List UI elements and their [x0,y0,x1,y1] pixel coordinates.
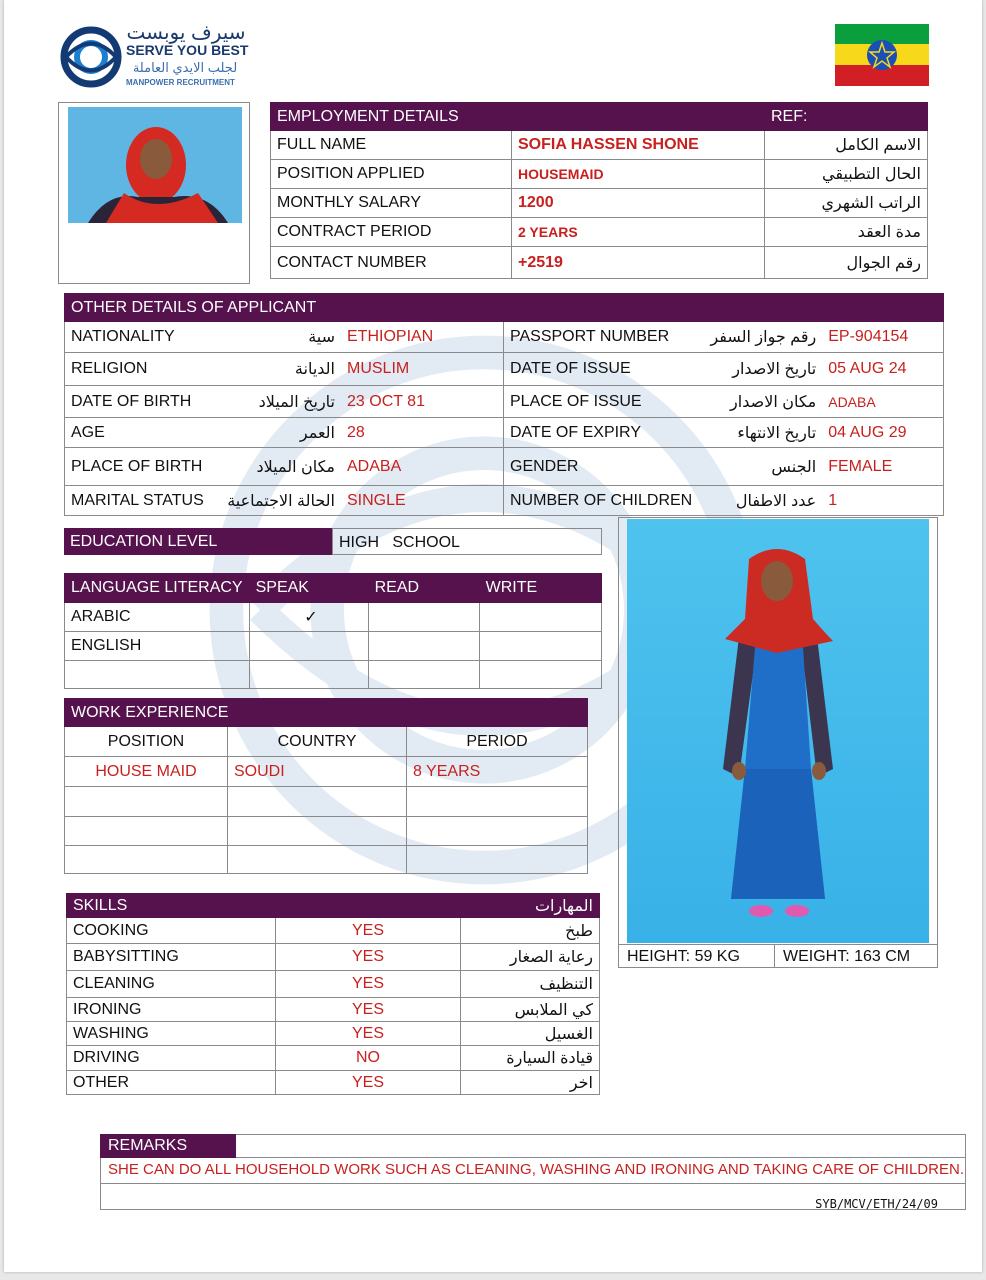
date-of-birth-value: 23 OCT 81 [341,386,504,418]
cv-sheet [4,0,982,1272]
table-row [65,386,944,418]
work-experience-table [64,698,588,874]
skill-cleaning-value: YES [276,971,461,998]
other-details-title: OTHER DETAILS OF APPLICANT [65,294,504,322]
contract-period-arabic: مدة العقد [765,218,928,247]
skill-ironing-arabic: كي الملابس [461,998,600,1022]
remarks-title: REMARKS [100,1134,236,1158]
language-arabic: ARABIC [65,603,250,632]
skill-other-label: OTHER [67,1071,276,1095]
date-of-birth-arabic: تاريخ الميلاد [217,386,341,418]
contact-number-label: CONTACT NUMBER [271,247,512,279]
position-applied-label: POSITION APPLIED [271,160,512,189]
full-name-label: FULL NAME [271,131,512,160]
full-name-arabic: الاسم الكامل [765,131,928,160]
country-header: COUNTRY [228,727,407,757]
company-logo [60,22,250,94]
full-name-value: SOFIA HASSEN SHONE [512,131,765,160]
table-row [65,757,588,787]
empty-speak [249,661,368,689]
arabic-write [479,603,601,632]
work-experience-title: WORK EXPERIENCE [65,699,407,727]
table-row [67,971,600,998]
ethiopia-flag-icon [835,24,929,86]
table-row [65,353,944,386]
skill-driving-label: DRIVING [67,1046,276,1071]
marital-status-arabic: الحالة الاجتماعية [217,486,341,516]
place-of-issue-label: PLACE OF ISSUE [504,386,699,418]
marital-status-value: SINGLE [341,486,504,516]
gender-arabic: الجنس [698,448,822,486]
table-row [67,1022,600,1046]
employment-details-title: EMPLOYMENT DETAILS [271,103,765,131]
passport-number-arabic: رقم جواز السفر [698,322,822,353]
work-period-empty [407,787,588,817]
table-row [65,661,602,689]
skill-cleaning-label: CLEANING [67,971,276,998]
skill-ironing-label: IRONING [67,998,276,1022]
skill-cooking-arabic: طبخ [461,918,600,944]
work-country-empty [228,787,407,817]
applicant-portrait-image [68,107,242,223]
skill-other-value: YES [276,1071,461,1095]
table-row [67,998,600,1022]
skill-washing-value: YES [276,1022,461,1046]
english-speak [249,632,368,661]
place-of-birth-value: ADABA [341,448,504,486]
work-period-empty [407,817,588,846]
position-applied-arabic: الحال التطبيقي [765,160,928,189]
date-of-expiry-value: 04 AUG 29 [822,418,943,448]
skill-washing-arabic: الغسيل [461,1022,600,1046]
measurements-row [618,944,938,968]
language-empty [65,661,250,689]
contact-number-arabic: رقم الجوال [765,247,928,279]
logo-english-name: SERVE YOU BEST [126,42,249,58]
applicant-full-body-image [627,519,929,943]
arabic-speak-check-icon: ✓ [249,603,368,632]
age-arabic: العمر [217,418,341,448]
table-row [65,448,944,486]
contract-period-label: CONTRACT PERIOD [271,218,512,247]
language-english: ENGLISH [65,632,250,661]
table-row [65,817,588,846]
age-value: 28 [341,418,504,448]
remarks-text: SHE CAN DO ALL HOUSEHOLD WORK SUCH AS CLEANING, WASHING AND IRONING AND TAKING CARE OF CHILDREN. [108,1161,964,1178]
period-header: PERIOD [407,727,588,757]
position-header: POSITION [65,727,228,757]
table-row [67,918,600,944]
skills-title: SKILLS [67,894,461,918]
logo-english-tagline: MANPOWER RECRUITMENT [126,78,235,87]
skill-cooking-label: COOKING [67,918,276,944]
place-of-birth-arabic: مكان الميلاد [217,448,341,486]
work-period-value: 8 YEARS [407,757,588,787]
logo-arabic-name: سيرف يوبست [126,22,246,44]
english-read [368,632,479,661]
skill-other-arabic: اخر [461,1071,600,1095]
work-position-empty [65,817,228,846]
number-of-children-value: 1 [822,486,943,516]
gender-value: FEMALE [822,448,943,486]
table-row [67,1046,600,1071]
place-of-issue-value: ADABA [822,386,943,418]
work-country-value: SOUDI [228,757,407,787]
monthly-salary-label: MONTHLY SALARY [271,189,512,218]
date-of-issue-arabic: تاريخ الاصدار [698,353,822,386]
work-period-empty [407,846,588,874]
gender-label: GENDER [504,448,699,486]
nationality-label: NATIONALITY [65,322,218,353]
date-of-expiry-label: DATE OF EXPIRY [504,418,699,448]
skill-driving-value: NO [276,1046,461,1071]
language-header: LANGUAGE LITERACY [65,574,250,603]
education-level-value: HIGH SCHOOL [332,528,602,555]
place-of-issue-arabic: مكان الاصدار [698,386,822,418]
passport-number-value: EP-904154 [822,322,943,353]
monthly-salary-value: 1200 [512,189,765,218]
arabic-read [368,603,479,632]
table-row [65,486,944,516]
place-of-birth-label: PLACE OF BIRTH [65,448,218,486]
skill-washing-label: WASHING [67,1022,276,1046]
table-row [65,632,602,661]
table-row [67,944,600,971]
table-row [65,322,944,353]
reference-code: SYB/MCV/ETH/24/09 [815,1197,938,1211]
date-of-issue-label: DATE OF ISSUE [504,353,699,386]
religion-arabic: الديانة [217,353,341,386]
contract-period-value: 2 YEARS [512,218,765,247]
position-applied-value: HOUSEMAID [512,160,765,189]
skill-babysitting-label: BABYSITTING [67,944,276,971]
table-row [65,787,588,817]
education-level-row [64,528,602,555]
monthly-salary-arabic: الراتب الشهري [765,189,928,218]
marital-status-label: MARITAL STATUS [65,486,218,516]
logo-arabic-tagline: لجلب الايدي العاملة [132,60,238,75]
work-country-empty [228,817,407,846]
table-row [65,846,588,874]
logo-knot-icon [60,26,122,88]
remarks-section [100,1134,966,1210]
table-row [65,418,944,448]
english-write [479,632,601,661]
weight-value: WEIGHT: 163 CM [783,948,911,965]
age-label: AGE [65,418,218,448]
skills-table [66,893,600,1095]
education-level-label: EDUCATION LEVEL [64,528,332,555]
skill-cleaning-arabic: التنظيف [461,971,600,998]
work-country-empty [228,846,407,874]
nationality-arabic: سية [217,322,341,353]
height-value: HEIGHT: 59 KG [619,945,775,967]
religion-label: RELIGION [65,353,218,386]
work-position-empty [65,846,228,874]
ref-label: REF: [765,103,928,131]
employment-details-table [270,102,928,279]
empty-write [479,661,601,689]
contact-number-value: +2519 [512,247,765,279]
date-of-issue-value: 05 AUG 24 [822,353,943,386]
work-position-value: HOUSE MAID [65,757,228,787]
skill-ironing-value: YES [276,998,461,1022]
speak-header: SPEAK [249,574,368,603]
table-row [65,727,588,757]
skills-title-arabic: المهارات [461,894,600,918]
full-body-photo-frame [618,517,938,945]
language-literacy-table [64,573,602,689]
religion-value: MUSLIM [341,353,504,386]
other-details-table [64,293,944,516]
read-header: READ [368,574,479,603]
skill-babysitting-value: YES [276,944,461,971]
empty-read [368,661,479,689]
nationality-value: ETHIOPIAN [341,322,504,353]
table-row [65,603,602,632]
skill-cooking-value: YES [276,918,461,944]
applicant-photo-frame [58,102,250,284]
date-of-birth-label: DATE OF BIRTH [65,386,218,418]
table-row [67,1071,600,1095]
work-position-empty [65,787,228,817]
number-of-children-arabic: عدد الاطفال [698,486,822,516]
skill-babysitting-arabic: رعاية الصغار [461,944,600,971]
write-header: WRITE [479,574,601,603]
number-of-children-label: NUMBER OF CHILDREN [504,486,699,516]
skill-driving-arabic: قيادة السيارة [461,1046,600,1071]
passport-number-label: PASSPORT NUMBER [504,322,699,353]
date-of-expiry-arabic: تاريخ الانتهاء [698,418,822,448]
